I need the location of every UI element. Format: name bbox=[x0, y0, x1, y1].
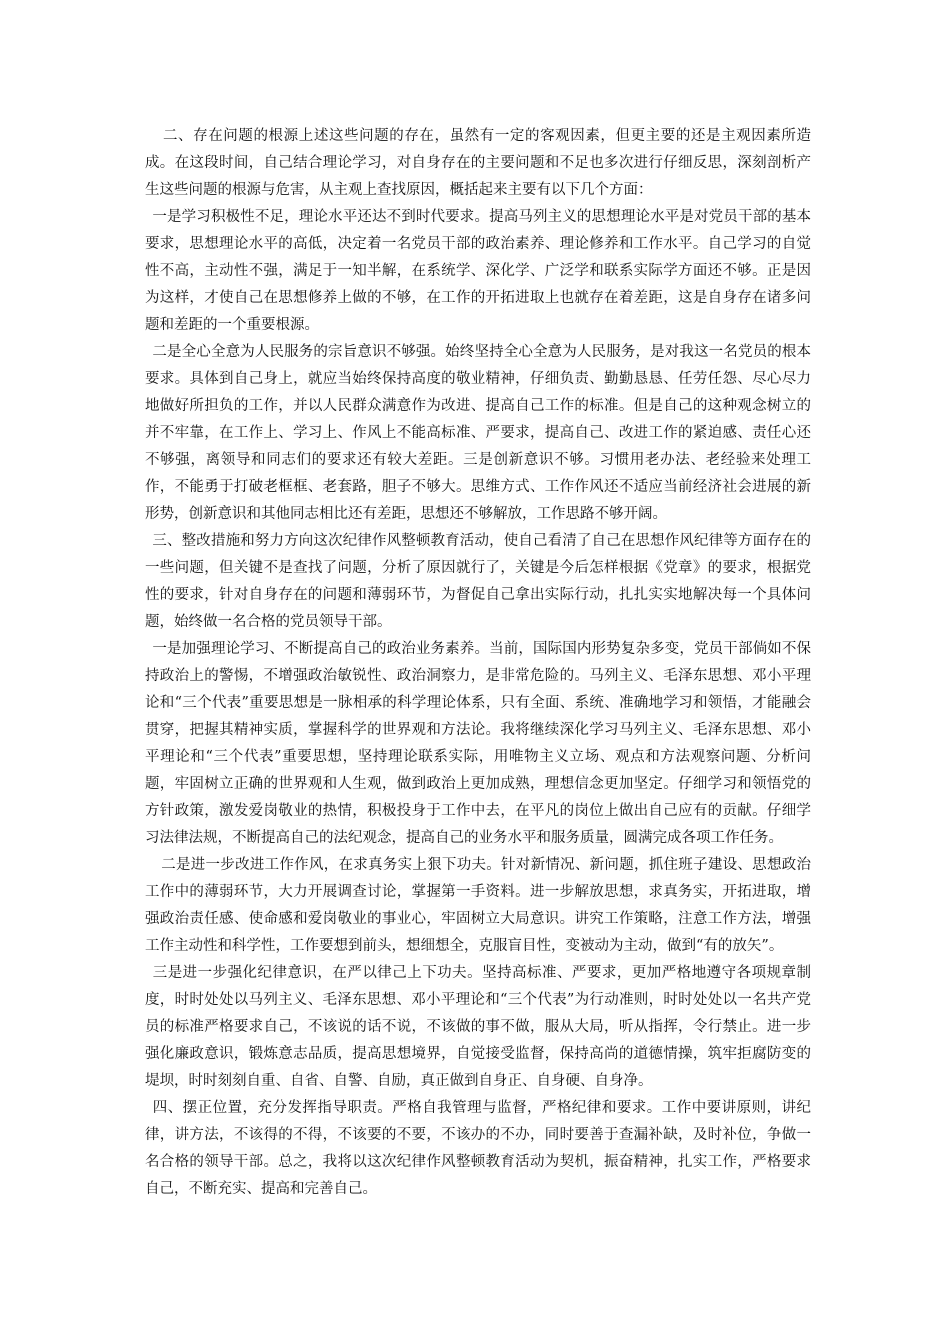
paragraph-service bbox=[145, 339, 811, 528]
paragraph-text: 三是进一步强化纪律意识，在严以律己上下功夫。坚持高标准、严要求，更加严格地遵守各项规章制度，时时处处以马列主义、毛泽东思想、邓小平理论和“三个代表”为行动准则，时时处处以一名共产党员的标准严格要求自己，不该说的话不说，不该做的事不做，服从大局，听从指挥，令行禁止。进一步强化廉政意识，锻炼意志品质，提高思想境界，自觉接受监督，保持高尚的道德情操，筑牢拒腐防变的堤坝，时时刻刻自重、自省、自警、自励，真正做到自身正、自身硬、自身净。 bbox=[145, 965, 811, 1089]
paragraph-text: 三、整改措施和努力方向这次纪律作风整顿教育活动，使自己看清了自己在思想作风纪律等方面存在的一些问题，但关键不是查找了问题，分析了原因就行了，关键是今后怎样根据《党章》的要求，根据党性的要求，针对自身存在的问题和薄弱环节，为督促自己拿出实际行动，扎扎实实地解决每一个具体问题，始终做一名合格的党员领导干部。 bbox=[145, 533, 811, 630]
paragraph-discipline bbox=[145, 960, 811, 1095]
paragraph-text: 二、存在问题的根源上述这些问题的存在，虽然有一定的客观因素，但更主要的还是主观因素所造成。在这段时间，自己结合理论学习，对自身存在的主要问题和不足也多次进行仔细反思，深刻剖析产生这些问题的根源与危害，从主观上查找原因，概括起来主要有以下几个方面： bbox=[145, 128, 811, 198]
paragraph-theory bbox=[145, 636, 811, 852]
paragraph-root-causes bbox=[145, 123, 811, 204]
paragraph-text: 一是学习积极性不足，理论水平还达不到时代要求。提高马列主义的思想理论水平是对党员干部的基本要求，思想理论水平的高低，决定着一名党员干部的政治素养、理论修养和工作水平。自己学习的自觉性不高，主动性不强，满足于一知半解，在系统学、深化学、广泛学和联系实际学方面还不够。正是因为这样，才使自己在思想修养上做的不够，在工作的开拓进取上也就存在着差距，这是自身存在诸多问题和差距的一个重要根源。 bbox=[145, 209, 811, 333]
paragraph-text: 四、摆正位置，充分发挥指导职责。严格自我管理与监督，严格纪律和要求。工作中要讲原则，讲纪律，讲方法，不该得的不得，不该要的不要，不该办的不办，同时要善于查漏补缺，及时补位，争做一名合格的领导干部。总之，我将以这次纪律作风整顿教育活动为契机，振奋精神，扎实工作，严格要求自己，不断充实、提高和完善自己。 bbox=[145, 1100, 811, 1197]
paragraph-measures bbox=[145, 528, 811, 636]
paragraph-position bbox=[145, 1095, 811, 1203]
paragraph-work-style bbox=[145, 852, 811, 960]
paragraph-text: 二是进一步改进工作作风，在求真务实上狠下功夫。针对新情况、新问题，抓住班子建设、思想政治工作中的薄弱环节，大力开展调查讨论，掌握第一手资料。进一步解放思想，求真务实，开拓进取，增强政治责任感、使命感和爱岗敬业的事业心，牢固树立大局意识。讲究工作策略，注意工作方法，增强工作主动性和科学性，工作要想到前头，想细想全，克服盲目性，变被动为主动，做到“有的放矢”。 bbox=[145, 857, 811, 954]
paragraph-text: 一是加强理论学习、不断提高自己的政治业务素养。当前，国际国内形势复杂多变，党员干部倘如不保持政治上的警惕，不增强政治敏锐性、政治洞察力，是非常危险的。马列主义、毛泽东思想、邓小平理论和“三个代表”重要思想是一脉相承的科学理论体系，只有全面、系统、准确地学习和领悟，才能融会贯穿，把握其精神实质，掌握科学的世界观和方法论。我将继续深化学习马列主义、毛泽东思想、邓小平理论和“三个代表”重要思想，坚持理论联系实际，用唯物主义立场、观点和方法观察问题、分析问题，牢固树立正确的世界观和人生观，做到政治上更加成熟，理想信念更加坚定。仔细学习和领悟党的方针政策，激发爱岗敬业的热情，积极投身于工作中去，在平凡的岗位上做出自己应有的贡献。仔细学习法律法规，不断提高自己的法纪观念，提高自己的业务水平和服务质量，圆满完成各项工作任务。 bbox=[145, 641, 811, 846]
document-body bbox=[145, 123, 811, 1203]
paragraph-text: 二是全心全意为人民服务的宗旨意识不够强。始终坚持全心全意为人民服务，是对我这一名党员的根本要求。具体到自己身上，就应当始终保持高度的敬业精神，仔细负责、勤勤恳恳、任劳任怨、尽心尽力地做好所担负的工作，并以人民群众满意作为改进、提高自己工作的标准。但是自己的这种观念树立的并不牢靠，在工作上、学习上、作风上不能高标准、严要求，提高自己、改进工作的紧迫感、责任心还不够强，离领导和同志们的要求还有较大差距。三是创新意识不够。习惯用老办法、老经验来处理工作，不能勇于打破老框框、老套路，胆子不够大。思维方式、工作作风还不适应当前经济社会进展的新形势，创新意识和其他同志相比还有差距，思想还不够解放，工作思路不够开阔。 bbox=[145, 344, 811, 522]
paragraph-study bbox=[145, 204, 811, 339]
